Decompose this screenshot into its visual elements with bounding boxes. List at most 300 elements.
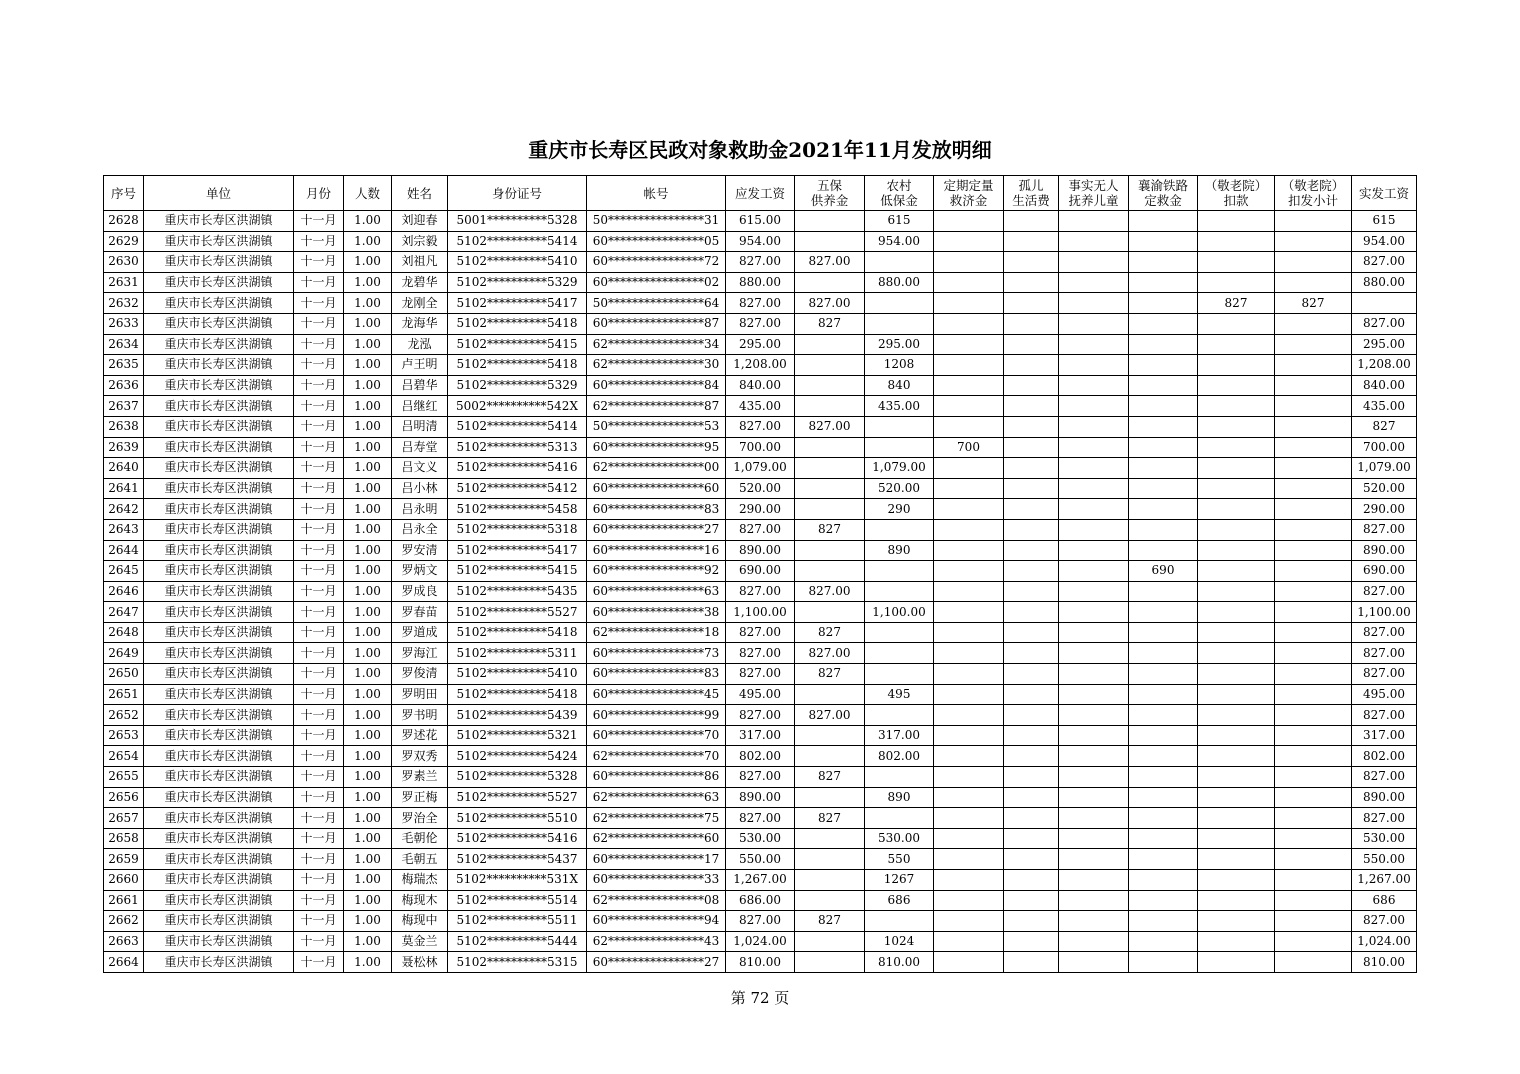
table-cell bbox=[1129, 458, 1198, 479]
table-cell: 1.00 bbox=[344, 293, 392, 314]
table-cell bbox=[1275, 849, 1352, 870]
table-cell bbox=[1059, 396, 1129, 417]
table-cell bbox=[865, 313, 934, 334]
table-cell bbox=[1059, 478, 1129, 499]
table-cell: 827.00 bbox=[1352, 705, 1417, 726]
table-cell bbox=[795, 437, 865, 458]
table-cell bbox=[865, 581, 934, 602]
table-cell bbox=[1198, 849, 1275, 870]
table-row bbox=[104, 602, 1417, 623]
page-number: 第 72 页 bbox=[730, 989, 790, 1007]
table-row bbox=[104, 313, 1417, 334]
table-cell: 690.00 bbox=[1352, 561, 1417, 582]
table-cell: 十一月 bbox=[294, 231, 344, 252]
table-row bbox=[104, 375, 1417, 396]
table-cell bbox=[1004, 828, 1059, 849]
table-cell bbox=[795, 602, 865, 623]
table-cell: 十一月 bbox=[294, 643, 344, 664]
table-cell bbox=[1004, 931, 1059, 952]
table-body bbox=[104, 211, 1417, 973]
table-cell: 2643 bbox=[104, 519, 144, 540]
table-cell: 2639 bbox=[104, 437, 144, 458]
table-cell: 1.00 bbox=[344, 416, 392, 437]
table-cell: 5102**********5439 bbox=[448, 705, 587, 726]
table-cell: 1.00 bbox=[344, 334, 392, 355]
table-cell: 880.00 bbox=[726, 272, 795, 293]
table-cell: 重庆市长寿区洪湖镇 bbox=[144, 808, 294, 829]
table-cell: 827.00 bbox=[726, 767, 795, 788]
table-cell bbox=[1275, 931, 1352, 952]
table-cell: 890.00 bbox=[726, 540, 795, 561]
table-cell: 1.00 bbox=[344, 478, 392, 499]
table-cell: 1.00 bbox=[344, 499, 392, 520]
table-cell: 2628 bbox=[104, 211, 144, 232]
table-cell bbox=[934, 602, 1004, 623]
table-cell: 1.00 bbox=[344, 849, 392, 870]
table-cell: 2631 bbox=[104, 272, 144, 293]
column-header: 帐号 bbox=[587, 176, 726, 211]
table-cell: 5102**********5417 bbox=[448, 540, 587, 561]
column-header: （敬老院） 扣发小计 bbox=[1275, 176, 1352, 211]
table-cell: 十一月 bbox=[294, 478, 344, 499]
table-cell: 690 bbox=[1129, 561, 1198, 582]
table-cell bbox=[865, 808, 934, 829]
table-cell: 重庆市长寿区洪湖镇 bbox=[144, 231, 294, 252]
table-cell: 60****************99 bbox=[587, 705, 726, 726]
table-cell: 827.00 bbox=[795, 705, 865, 726]
table-cell bbox=[1275, 643, 1352, 664]
table-cell bbox=[1275, 870, 1352, 891]
table-cell bbox=[934, 211, 1004, 232]
table-cell bbox=[1275, 334, 1352, 355]
table-cell: 十一月 bbox=[294, 499, 344, 520]
table-cell bbox=[1129, 313, 1198, 334]
table-cell: 罗成良 bbox=[392, 581, 448, 602]
table-cell: 2630 bbox=[104, 252, 144, 273]
table-cell: 827.00 bbox=[795, 643, 865, 664]
table-cell: 2648 bbox=[104, 622, 144, 643]
table-cell: 十一月 bbox=[294, 540, 344, 561]
table-cell bbox=[934, 416, 1004, 437]
table-cell: 295.00 bbox=[726, 334, 795, 355]
table-cell: 十一月 bbox=[294, 787, 344, 808]
table-cell bbox=[795, 952, 865, 973]
table-cell bbox=[934, 746, 1004, 767]
table-cell bbox=[1004, 293, 1059, 314]
table-cell bbox=[1198, 664, 1275, 685]
table-cell bbox=[1129, 519, 1198, 540]
table-cell bbox=[1059, 375, 1129, 396]
table-cell bbox=[795, 931, 865, 952]
table-cell bbox=[934, 787, 1004, 808]
table-row bbox=[104, 355, 1417, 376]
table-cell: 罗春苗 bbox=[392, 602, 448, 623]
table-cell: 2651 bbox=[104, 684, 144, 705]
table-cell bbox=[1198, 581, 1275, 602]
table-cell: 1.00 bbox=[344, 272, 392, 293]
table-cell: 1208 bbox=[865, 355, 934, 376]
table-cell bbox=[1275, 272, 1352, 293]
table-cell: 827 bbox=[795, 519, 865, 540]
table-cell: 1.00 bbox=[344, 313, 392, 334]
table-cell bbox=[1275, 890, 1352, 911]
table-cell bbox=[1059, 849, 1129, 870]
table-cell: 1.00 bbox=[344, 808, 392, 829]
table-row bbox=[104, 437, 1417, 458]
table-cell bbox=[1004, 684, 1059, 705]
table-cell bbox=[1129, 849, 1198, 870]
table-cell: 1.00 bbox=[344, 540, 392, 561]
table-cell: 1.00 bbox=[344, 211, 392, 232]
table-cell bbox=[1198, 540, 1275, 561]
table-row bbox=[104, 890, 1417, 911]
table-cell: 2664 bbox=[104, 952, 144, 973]
table-cell: 2660 bbox=[104, 870, 144, 891]
table-cell bbox=[1059, 499, 1129, 520]
table-cell: 827.00 bbox=[795, 252, 865, 273]
table-cell bbox=[1004, 746, 1059, 767]
table-cell: 1267 bbox=[865, 870, 934, 891]
table-cell: 5102**********5329 bbox=[448, 272, 587, 293]
table-cell: 2656 bbox=[104, 787, 144, 808]
table-cell bbox=[1198, 890, 1275, 911]
table-cell bbox=[1004, 602, 1059, 623]
table-cell bbox=[1275, 396, 1352, 417]
table-cell bbox=[1198, 458, 1275, 479]
table-cell bbox=[1059, 211, 1129, 232]
table-cell: 827 bbox=[1352, 416, 1417, 437]
table-cell: 罗书明 bbox=[392, 705, 448, 726]
table-cell bbox=[934, 849, 1004, 870]
table-cell: 重庆市长寿区洪湖镇 bbox=[144, 870, 294, 891]
relief-payment-table bbox=[103, 175, 1417, 973]
table-cell: 2650 bbox=[104, 664, 144, 685]
table-cell bbox=[1059, 334, 1129, 355]
column-header: 身份证号 bbox=[448, 176, 587, 211]
table-cell: 重庆市长寿区洪湖镇 bbox=[144, 767, 294, 788]
table-cell: 梅现木 bbox=[392, 890, 448, 911]
table-cell: 重庆市长寿区洪湖镇 bbox=[144, 952, 294, 973]
column-header: 事实无人 抚养儿童 bbox=[1059, 176, 1129, 211]
table-cell: 60****************33 bbox=[587, 870, 726, 891]
table-row bbox=[104, 211, 1417, 232]
table-cell bbox=[1129, 911, 1198, 932]
table-cell: 1.00 bbox=[344, 911, 392, 932]
table-row bbox=[104, 911, 1417, 932]
table-cell bbox=[1059, 664, 1129, 685]
table-cell: 2634 bbox=[104, 334, 144, 355]
table-cell bbox=[1129, 643, 1198, 664]
table-cell bbox=[1059, 272, 1129, 293]
table-cell bbox=[865, 519, 934, 540]
table-cell bbox=[934, 705, 1004, 726]
table-cell: 62****************43 bbox=[587, 931, 726, 952]
table-cell: 295.00 bbox=[865, 334, 934, 355]
table-cell: 1.00 bbox=[344, 870, 392, 891]
table-cell bbox=[1129, 293, 1198, 314]
table-cell: 5102**********5418 bbox=[448, 313, 587, 334]
table-cell: 2658 bbox=[104, 828, 144, 849]
table-row bbox=[104, 416, 1417, 437]
table-cell: 827.00 bbox=[726, 911, 795, 932]
table-cell bbox=[1198, 272, 1275, 293]
table-cell: 60****************17 bbox=[587, 849, 726, 870]
table-cell: 880.00 bbox=[1352, 272, 1417, 293]
table-cell bbox=[1059, 252, 1129, 273]
table-cell: 重庆市长寿区洪湖镇 bbox=[144, 581, 294, 602]
table-row bbox=[104, 643, 1417, 664]
table-cell: 十一月 bbox=[294, 313, 344, 334]
table-cell: 827 bbox=[795, 767, 865, 788]
table-cell bbox=[1004, 375, 1059, 396]
table-cell bbox=[1129, 211, 1198, 232]
table-cell: 毛朝五 bbox=[392, 849, 448, 870]
table-cell: 十一月 bbox=[294, 211, 344, 232]
table-cell bbox=[1352, 293, 1417, 314]
table-cell: 60****************87 bbox=[587, 313, 726, 334]
table-cell: 1.00 bbox=[344, 952, 392, 973]
table-cell bbox=[1198, 602, 1275, 623]
table-cell: 60****************27 bbox=[587, 952, 726, 973]
table-cell bbox=[795, 231, 865, 252]
table-cell bbox=[795, 272, 865, 293]
table-cell: 十一月 bbox=[294, 767, 344, 788]
table-cell bbox=[1275, 540, 1352, 561]
table-cell bbox=[1059, 437, 1129, 458]
table-cell bbox=[934, 561, 1004, 582]
table-cell bbox=[934, 581, 1004, 602]
table-cell bbox=[934, 684, 1004, 705]
table-cell: 890.00 bbox=[1352, 540, 1417, 561]
table-cell: 1.00 bbox=[344, 684, 392, 705]
table-cell: 吕永全 bbox=[392, 519, 448, 540]
table-cell: 5102**********531X bbox=[448, 870, 587, 891]
table-row bbox=[104, 252, 1417, 273]
column-header: （敬老院） 扣款 bbox=[1198, 176, 1275, 211]
table-cell: 5102**********5511 bbox=[448, 911, 587, 932]
table-cell bbox=[1129, 705, 1198, 726]
table-cell: 615 bbox=[865, 211, 934, 232]
table-cell: 1.00 bbox=[344, 931, 392, 952]
table-cell: 1,024.00 bbox=[1352, 931, 1417, 952]
table-cell: 5102**********5437 bbox=[448, 849, 587, 870]
table-cell bbox=[1129, 581, 1198, 602]
table-cell: 290 bbox=[865, 499, 934, 520]
table-cell bbox=[934, 870, 1004, 891]
table-cell bbox=[1198, 396, 1275, 417]
table-cell: 罗海江 bbox=[392, 643, 448, 664]
document-title: 重庆市长寿区民政对象救助金2021年11月发放明细 bbox=[528, 138, 992, 162]
table-cell bbox=[1275, 622, 1352, 643]
table-cell bbox=[1275, 828, 1352, 849]
table-cell: 840.00 bbox=[726, 375, 795, 396]
table-cell bbox=[1129, 416, 1198, 437]
table-row bbox=[104, 705, 1417, 726]
table-cell bbox=[1129, 664, 1198, 685]
table-cell: 十一月 bbox=[294, 931, 344, 952]
table-cell bbox=[1275, 231, 1352, 252]
table-cell: 62****************34 bbox=[587, 334, 726, 355]
column-header: 五保 供养金 bbox=[795, 176, 865, 211]
table-cell bbox=[1198, 870, 1275, 891]
table-cell: 5002**********542X bbox=[448, 396, 587, 417]
table-cell bbox=[1198, 684, 1275, 705]
table-cell bbox=[1004, 272, 1059, 293]
table-cell bbox=[1275, 561, 1352, 582]
table-cell bbox=[1275, 602, 1352, 623]
table-cell: 615.00 bbox=[726, 211, 795, 232]
table-cell: 十一月 bbox=[294, 725, 344, 746]
table-cell bbox=[1059, 581, 1129, 602]
table-cell: 50****************64 bbox=[587, 293, 726, 314]
table-cell bbox=[1198, 252, 1275, 273]
table-cell bbox=[1129, 828, 1198, 849]
table-cell: 827 bbox=[795, 664, 865, 685]
table-cell bbox=[795, 396, 865, 417]
table-cell: 5102**********5410 bbox=[448, 664, 587, 685]
table-cell: 827.00 bbox=[1352, 519, 1417, 540]
table-cell: 2663 bbox=[104, 931, 144, 952]
table-cell bbox=[934, 231, 1004, 252]
table-cell: 重庆市长寿区洪湖镇 bbox=[144, 437, 294, 458]
table-cell: 2629 bbox=[104, 231, 144, 252]
table-cell bbox=[1198, 519, 1275, 540]
table-cell bbox=[1004, 416, 1059, 437]
table-cell: 5102**********5313 bbox=[448, 437, 587, 458]
table-cell bbox=[934, 664, 1004, 685]
table-cell: 2638 bbox=[104, 416, 144, 437]
column-header: 应发工资 bbox=[726, 176, 795, 211]
table-cell bbox=[1004, 540, 1059, 561]
table-cell: 吕永明 bbox=[392, 499, 448, 520]
table-cell: 2652 bbox=[104, 705, 144, 726]
table-cell bbox=[1275, 499, 1352, 520]
table-cell bbox=[934, 767, 1004, 788]
table-cell: 2637 bbox=[104, 396, 144, 417]
table-cell: 重庆市长寿区洪湖镇 bbox=[144, 211, 294, 232]
table-cell bbox=[1275, 725, 1352, 746]
table-cell: 重庆市长寿区洪湖镇 bbox=[144, 828, 294, 849]
table-cell bbox=[1198, 952, 1275, 973]
table-cell bbox=[1059, 870, 1129, 891]
table-cell: 罗安清 bbox=[392, 540, 448, 561]
table-row bbox=[104, 787, 1417, 808]
table-cell: 550.00 bbox=[1352, 849, 1417, 870]
table-cell bbox=[1198, 746, 1275, 767]
table-cell: 1.00 bbox=[344, 705, 392, 726]
table-cell: 5102**********5416 bbox=[448, 828, 587, 849]
table-cell: 50****************31 bbox=[587, 211, 726, 232]
table-cell bbox=[795, 787, 865, 808]
table-cell bbox=[795, 684, 865, 705]
table-cell bbox=[1129, 540, 1198, 561]
table-cell: 827 bbox=[795, 622, 865, 643]
table-cell: 5102**********5435 bbox=[448, 581, 587, 602]
table-cell: 十一月 bbox=[294, 911, 344, 932]
table-cell bbox=[934, 478, 1004, 499]
table-cell: 5102**********5527 bbox=[448, 602, 587, 623]
table-cell bbox=[1059, 519, 1129, 540]
table-cell bbox=[1275, 808, 1352, 829]
table-cell bbox=[1198, 416, 1275, 437]
table-cell: 重庆市长寿区洪湖镇 bbox=[144, 334, 294, 355]
table-cell bbox=[1275, 787, 1352, 808]
table-cell bbox=[1004, 458, 1059, 479]
table-row bbox=[104, 540, 1417, 561]
table-cell: 5102**********5444 bbox=[448, 931, 587, 952]
table-cell: 罗道成 bbox=[392, 622, 448, 643]
table-cell bbox=[1059, 602, 1129, 623]
table-cell bbox=[1275, 355, 1352, 376]
table-cell: 60****************70 bbox=[587, 725, 726, 746]
table-cell bbox=[1004, 355, 1059, 376]
table-cell: 罗明田 bbox=[392, 684, 448, 705]
table-cell: 495.00 bbox=[1352, 684, 1417, 705]
table-cell: 1.00 bbox=[344, 622, 392, 643]
table-cell: 890.00 bbox=[726, 787, 795, 808]
table-cell: 827.00 bbox=[726, 313, 795, 334]
table-cell: 802.00 bbox=[1352, 746, 1417, 767]
table-cell: 吕文义 bbox=[392, 458, 448, 479]
table-cell bbox=[1004, 231, 1059, 252]
table-cell: 重庆市长寿区洪湖镇 bbox=[144, 396, 294, 417]
column-header: 农村 低保金 bbox=[865, 176, 934, 211]
table-cell bbox=[1129, 499, 1198, 520]
table-row bbox=[104, 499, 1417, 520]
table-cell bbox=[1004, 252, 1059, 273]
table-cell bbox=[1004, 911, 1059, 932]
table-cell: 1.00 bbox=[344, 355, 392, 376]
table-cell: 2632 bbox=[104, 293, 144, 314]
table-cell: 5102**********5414 bbox=[448, 231, 587, 252]
table-cell bbox=[1129, 931, 1198, 952]
table-cell bbox=[1129, 890, 1198, 911]
table-cell: 60****************83 bbox=[587, 499, 726, 520]
table-cell bbox=[1198, 561, 1275, 582]
table-cell: 吕碧华 bbox=[392, 375, 448, 396]
table-row bbox=[104, 334, 1417, 355]
table-cell: 690.00 bbox=[726, 561, 795, 582]
table-cell bbox=[934, 334, 1004, 355]
column-header: 人数 bbox=[344, 176, 392, 211]
table-cell: 60****************84 bbox=[587, 375, 726, 396]
table-cell: 5102**********5424 bbox=[448, 746, 587, 767]
table-cell: 954.00 bbox=[1352, 231, 1417, 252]
table-cell: 重庆市长寿区洪湖镇 bbox=[144, 478, 294, 499]
table-row bbox=[104, 664, 1417, 685]
table-cell: 880.00 bbox=[865, 272, 934, 293]
table-cell bbox=[865, 622, 934, 643]
table-cell: 890 bbox=[865, 540, 934, 561]
table-cell: 810.00 bbox=[865, 952, 934, 973]
table-cell: 吕继红 bbox=[392, 396, 448, 417]
table-cell: 十一月 bbox=[294, 561, 344, 582]
table-cell bbox=[795, 375, 865, 396]
table-cell bbox=[1275, 211, 1352, 232]
table-cell bbox=[1198, 931, 1275, 952]
table-cell: 827.00 bbox=[1352, 581, 1417, 602]
table-cell bbox=[1275, 252, 1352, 273]
table-cell bbox=[1129, 375, 1198, 396]
table-cell: 317.00 bbox=[1352, 725, 1417, 746]
table-cell bbox=[934, 808, 1004, 829]
table-cell: 62****************70 bbox=[587, 746, 726, 767]
table-cell bbox=[1059, 767, 1129, 788]
table-row bbox=[104, 519, 1417, 540]
table-cell bbox=[1059, 684, 1129, 705]
table-cell: 龙泓 bbox=[392, 334, 448, 355]
table-cell bbox=[1059, 890, 1129, 911]
